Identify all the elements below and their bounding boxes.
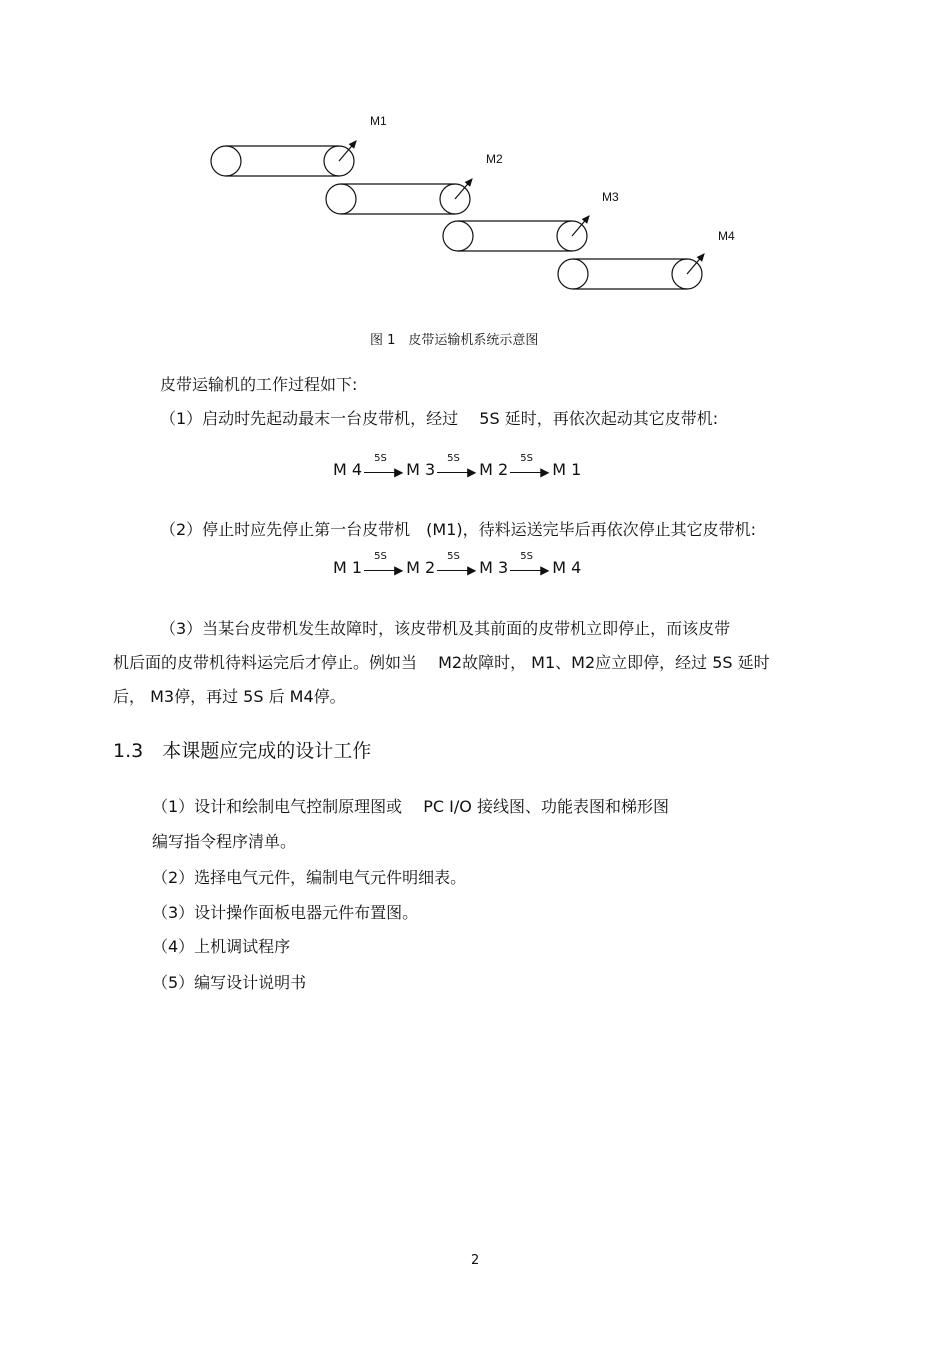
seq1-m2: M 2: [479, 460, 509, 479]
label-m3: M3: [602, 190, 619, 204]
delay-arrow: 5S ▶: [508, 461, 552, 481]
task-3: （3）设计操作面板电器元件布置图。: [152, 903, 419, 922]
label-m2: M2: [486, 152, 503, 166]
item-1: （1）启动时先起动最末一台皮带机，经过 5S 延时，再依次起动其它皮带机:: [160, 409, 719, 428]
section-heading: 1.3 本课题应完成的设计工作: [113, 740, 372, 762]
belt-m3: [443, 216, 589, 251]
delay-arrow: 5S ▶: [362, 461, 406, 481]
delay-label: 5S: [520, 550, 533, 562]
belt-m2: [326, 179, 472, 214]
item-2: （2）停止时应先停止第一台皮带机 (M1)，待料运送完毕后再依次停止其它皮带机:: [160, 520, 757, 539]
task-1-line-1: （1）设计和绘制电气控制原理图或 PC I/O 接线图、功能表图和梯形图: [152, 797, 669, 816]
item-3-line-3: 后， M3停，再过 5S 后 M4停。: [113, 687, 346, 706]
task-5: （5）编写设计说明书: [152, 973, 307, 992]
conveyor-diagram: [200, 105, 760, 305]
delay-label: 5S: [520, 452, 533, 464]
start-sequence: [333, 452, 582, 481]
delay-label: 5S: [374, 452, 387, 464]
delay-label: 5S: [447, 452, 460, 464]
seq2-m4: M 4: [552, 558, 582, 577]
stop-sequence: [333, 550, 582, 579]
seq2-m1: M 1: [333, 558, 363, 577]
intro-text: 皮带运输机的工作过程如下:: [160, 375, 358, 394]
label-m4: M4: [718, 229, 735, 243]
delay-label: 5S: [374, 550, 387, 562]
figure-caption: 图 1 皮带运输机系统示意图: [370, 333, 539, 348]
seq2-m2: M 2: [406, 558, 436, 577]
belt-m4: [558, 254, 704, 289]
seq1-m4: M 4: [333, 460, 363, 479]
delay-arrow: 5S ▶: [435, 559, 479, 579]
seq1-m1: M 1: [552, 460, 582, 479]
belt-m1: [211, 141, 356, 176]
seq2-m3: M 3: [479, 558, 509, 577]
seq1-m3: M 3: [406, 460, 436, 479]
delay-arrow: 5S ▶: [362, 559, 406, 579]
delay-arrow: 5S ▶: [435, 461, 479, 481]
item-3-line-1: （3）当某台皮带机发生故障时，该皮带机及其前面的皮带机立即停止，而该皮带: [160, 619, 731, 638]
task-1-line-2: 编写指令程序清单。: [152, 832, 297, 851]
task-4: （4）上机调试程序: [152, 937, 291, 956]
delay-label: 5S: [447, 550, 460, 562]
label-m1: M1: [370, 114, 387, 128]
page-number: 2: [471, 1253, 480, 1268]
item-3-line-2: 机后面的皮带机待料运完后才停止。例如当 M2故障时， M1、M2应立即停，经过 5S 延时: [113, 653, 770, 672]
delay-arrow: 5S ▶: [508, 559, 552, 579]
task-2: （2）选择电气元件，编制电气元件明细表。: [152, 868, 467, 887]
